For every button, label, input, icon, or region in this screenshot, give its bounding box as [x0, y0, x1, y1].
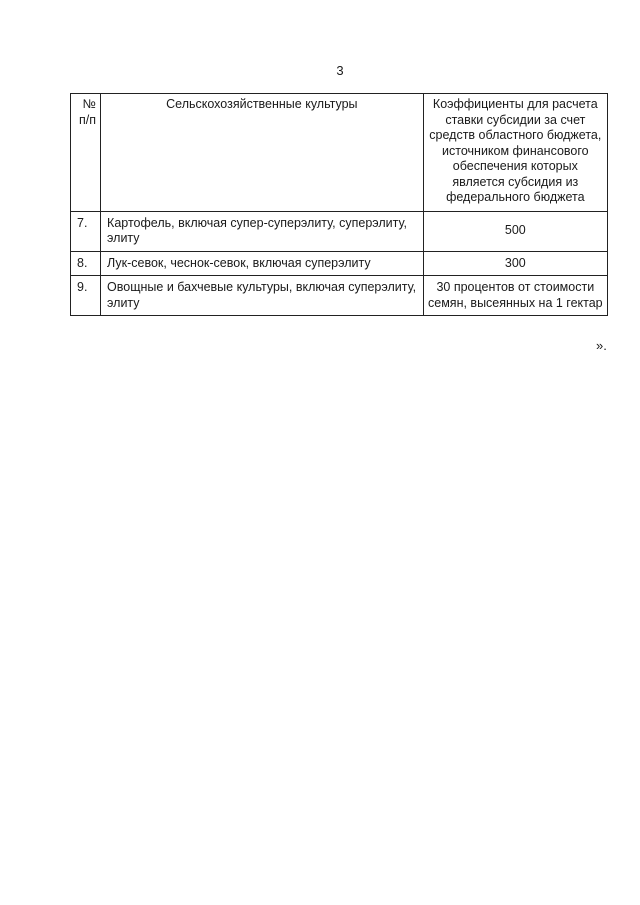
row-coefficient: 300	[423, 251, 607, 276]
header-number-label: № п/п	[79, 97, 97, 127]
table-row	[71, 276, 608, 316]
row-coefficient: 500	[423, 211, 607, 251]
table-row	[71, 251, 608, 276]
crops-coefficient-table	[70, 93, 608, 316]
closing-quote-mark: ».	[596, 338, 607, 353]
row-crop: Картофель, включая супер-суперэлиту, суперэлиту, элиту	[101, 211, 424, 251]
table-row	[71, 211, 608, 251]
page-number: 3	[336, 63, 344, 78]
row-number: 7.	[71, 211, 101, 251]
row-crop: Лук-севок, чеснок-севок, включая суперэлиту	[101, 251, 424, 276]
row-number: 8.	[71, 251, 101, 276]
header-coefficients: Коэффициенты для расчета ставки субсидии за счет средств областного бюджета, источником финансового обеспечения которых является субсидия из федерального бюджета	[423, 94, 607, 212]
row-coefficient: 30 процентов от стоимости семян, высеянных на 1 гектар	[423, 276, 607, 316]
header-number	[71, 94, 101, 212]
row-crop: Овощные и бахчевые культуры, включая суперэлиту, элиту	[101, 276, 424, 316]
row-number: 9.	[71, 276, 101, 316]
table-header-row	[71, 94, 608, 212]
header-crops: Сельскохозяйственные культуры	[101, 94, 424, 212]
